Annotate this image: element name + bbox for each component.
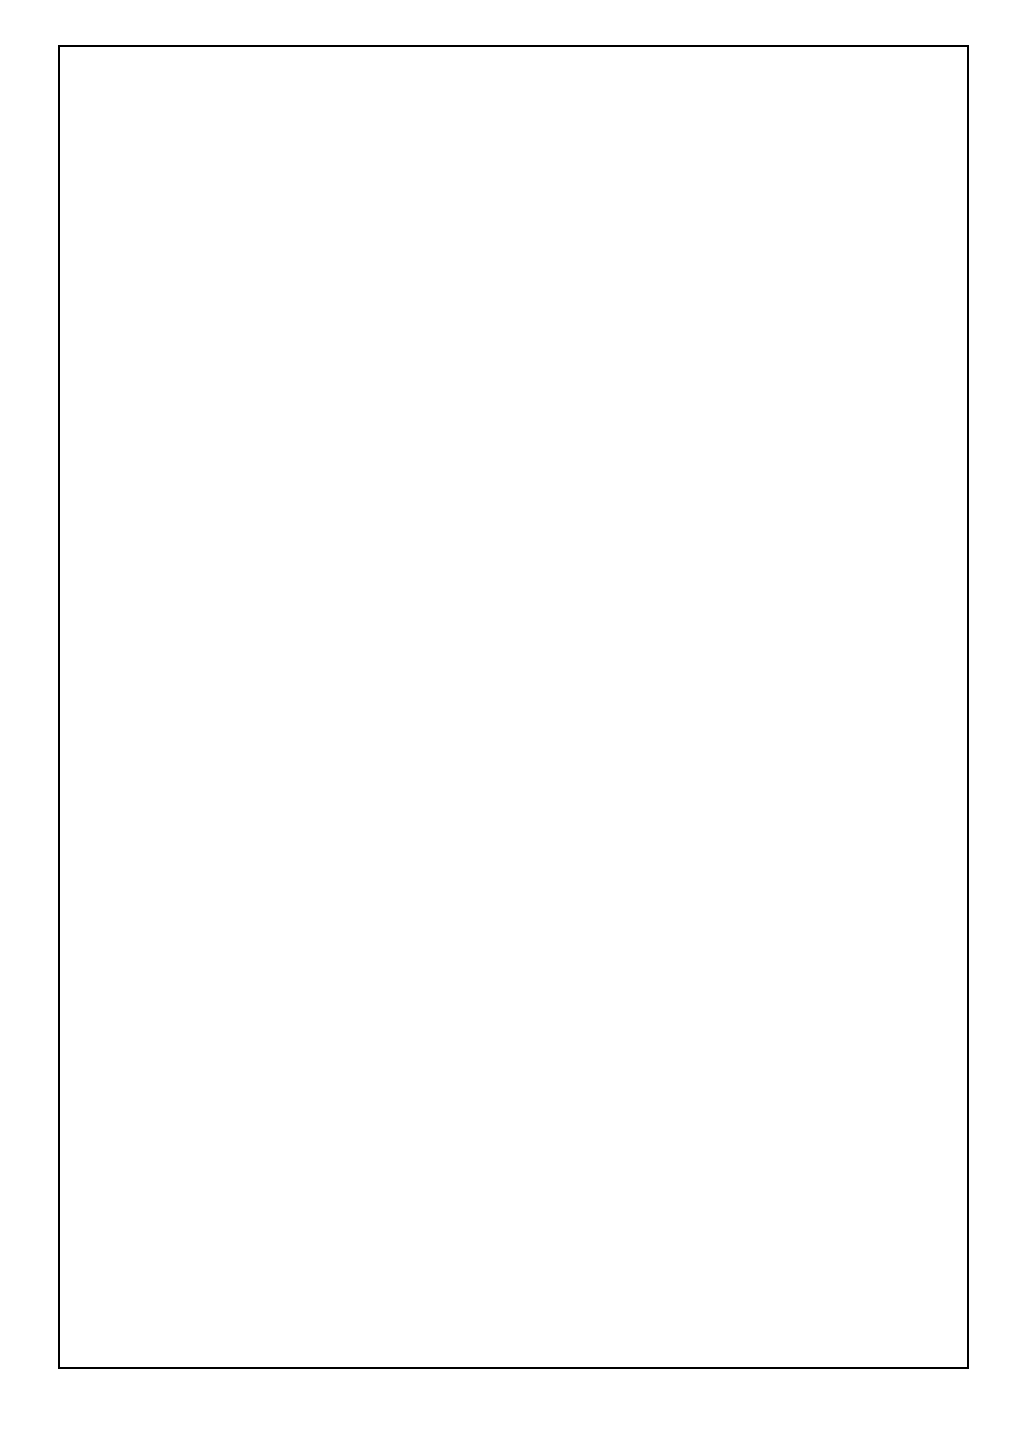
schedule-table [58,45,969,1369]
